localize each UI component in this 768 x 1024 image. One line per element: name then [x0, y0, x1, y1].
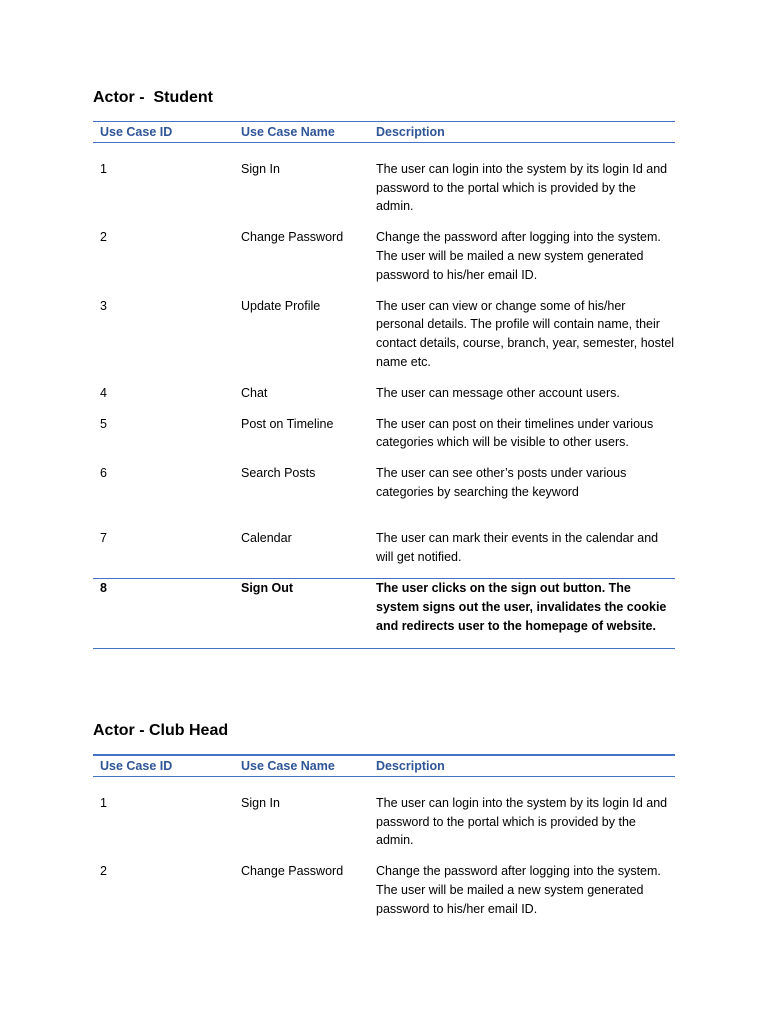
use-case-description: Change the password after logging into the system. The user will be mailed a new system generated password to his/her email ID.: [376, 864, 661, 916]
section-heading: Actor - Student: [93, 89, 213, 106]
table-row: [93, 297, 675, 384]
use-case-id: 7: [100, 530, 107, 545]
use-case-name: Calendar: [241, 530, 292, 545]
use-case-table: [93, 754, 675, 931]
use-case-id: 6: [100, 466, 107, 481]
table-row-total: [93, 579, 675, 648]
use-case-name: Search Posts: [241, 466, 316, 481]
table-row: [93, 529, 675, 579]
use-case-id: 5: [100, 416, 107, 431]
use-case-name: Change Password: [241, 864, 344, 879]
use-case-description: The user clicks on the sign out button. The system signs out the user, invalidates the cookie and redirects user to the homepage of website.: [376, 579, 675, 648]
use-case-id: 2: [100, 864, 107, 879]
table-row: [93, 142, 675, 228]
use-case-description: The user can see other’s posts under various categories by searching the keyword: [376, 466, 627, 499]
use-case-id: 4: [100, 385, 107, 400]
use-case-id: 2: [100, 230, 107, 245]
use-case-id: 8: [93, 579, 234, 648]
table-row: [93, 862, 675, 930]
table-row: [93, 384, 675, 415]
use-case-id: 1: [100, 795, 107, 810]
use-case-name: Sign Out: [234, 579, 376, 648]
column-header-description: Description: [376, 755, 675, 776]
use-case-name: Sign In: [241, 795, 280, 810]
use-case-id: 1: [100, 161, 107, 176]
table-header-row: [93, 122, 675, 143]
column-header-id: Use Case ID: [93, 755, 234, 776]
use-case-description: The user can mark their events in the calendar and will get notified.: [376, 530, 659, 564]
section-student: [93, 88, 675, 649]
table-row: [93, 776, 675, 862]
use-case-name: Chat: [241, 385, 268, 400]
column-header-name: Use Case Name: [234, 755, 376, 776]
column-header-id: Use Case ID: [93, 122, 234, 143]
table-row: [93, 415, 675, 465]
section-club-head: [93, 721, 675, 931]
section-heading: Actor - Club Head: [93, 722, 229, 739]
use-case-description: The user can login into the system by its login Id and password to the portal which is provided by the admin.: [376, 161, 668, 214]
use-case-id: 3: [100, 298, 107, 313]
use-case-name: Change Password: [241, 230, 344, 245]
table-row: [93, 228, 675, 296]
column-header-description: Description: [376, 122, 675, 143]
use-case-description: The user can post on their timelines under various categories which will be visible to other users.: [376, 416, 654, 450]
use-case-description: The user can view or change some of his/her personal details. The profile will contain name, their contact details, course, branch, year, semester, hostel name etc.: [376, 298, 675, 369]
use-case-name: Update Profile: [241, 298, 321, 313]
use-case-description: The user can login into the system by its login Id and password to the portal which is provided by the admin.: [376, 795, 668, 848]
use-case-description: Change the password after logging into the system. The user will be mailed a new system generated password to his/her email ID.: [376, 230, 661, 282]
use-case-name: Post on Timeline: [241, 416, 334, 431]
table-header-row: [93, 755, 675, 776]
table-row: [93, 464, 675, 529]
use-case-description: The user can message other account users.: [376, 385, 620, 400]
use-case-name: Sign In: [241, 161, 280, 176]
column-header-name: Use Case Name: [234, 122, 376, 143]
use-case-table: [93, 121, 675, 649]
